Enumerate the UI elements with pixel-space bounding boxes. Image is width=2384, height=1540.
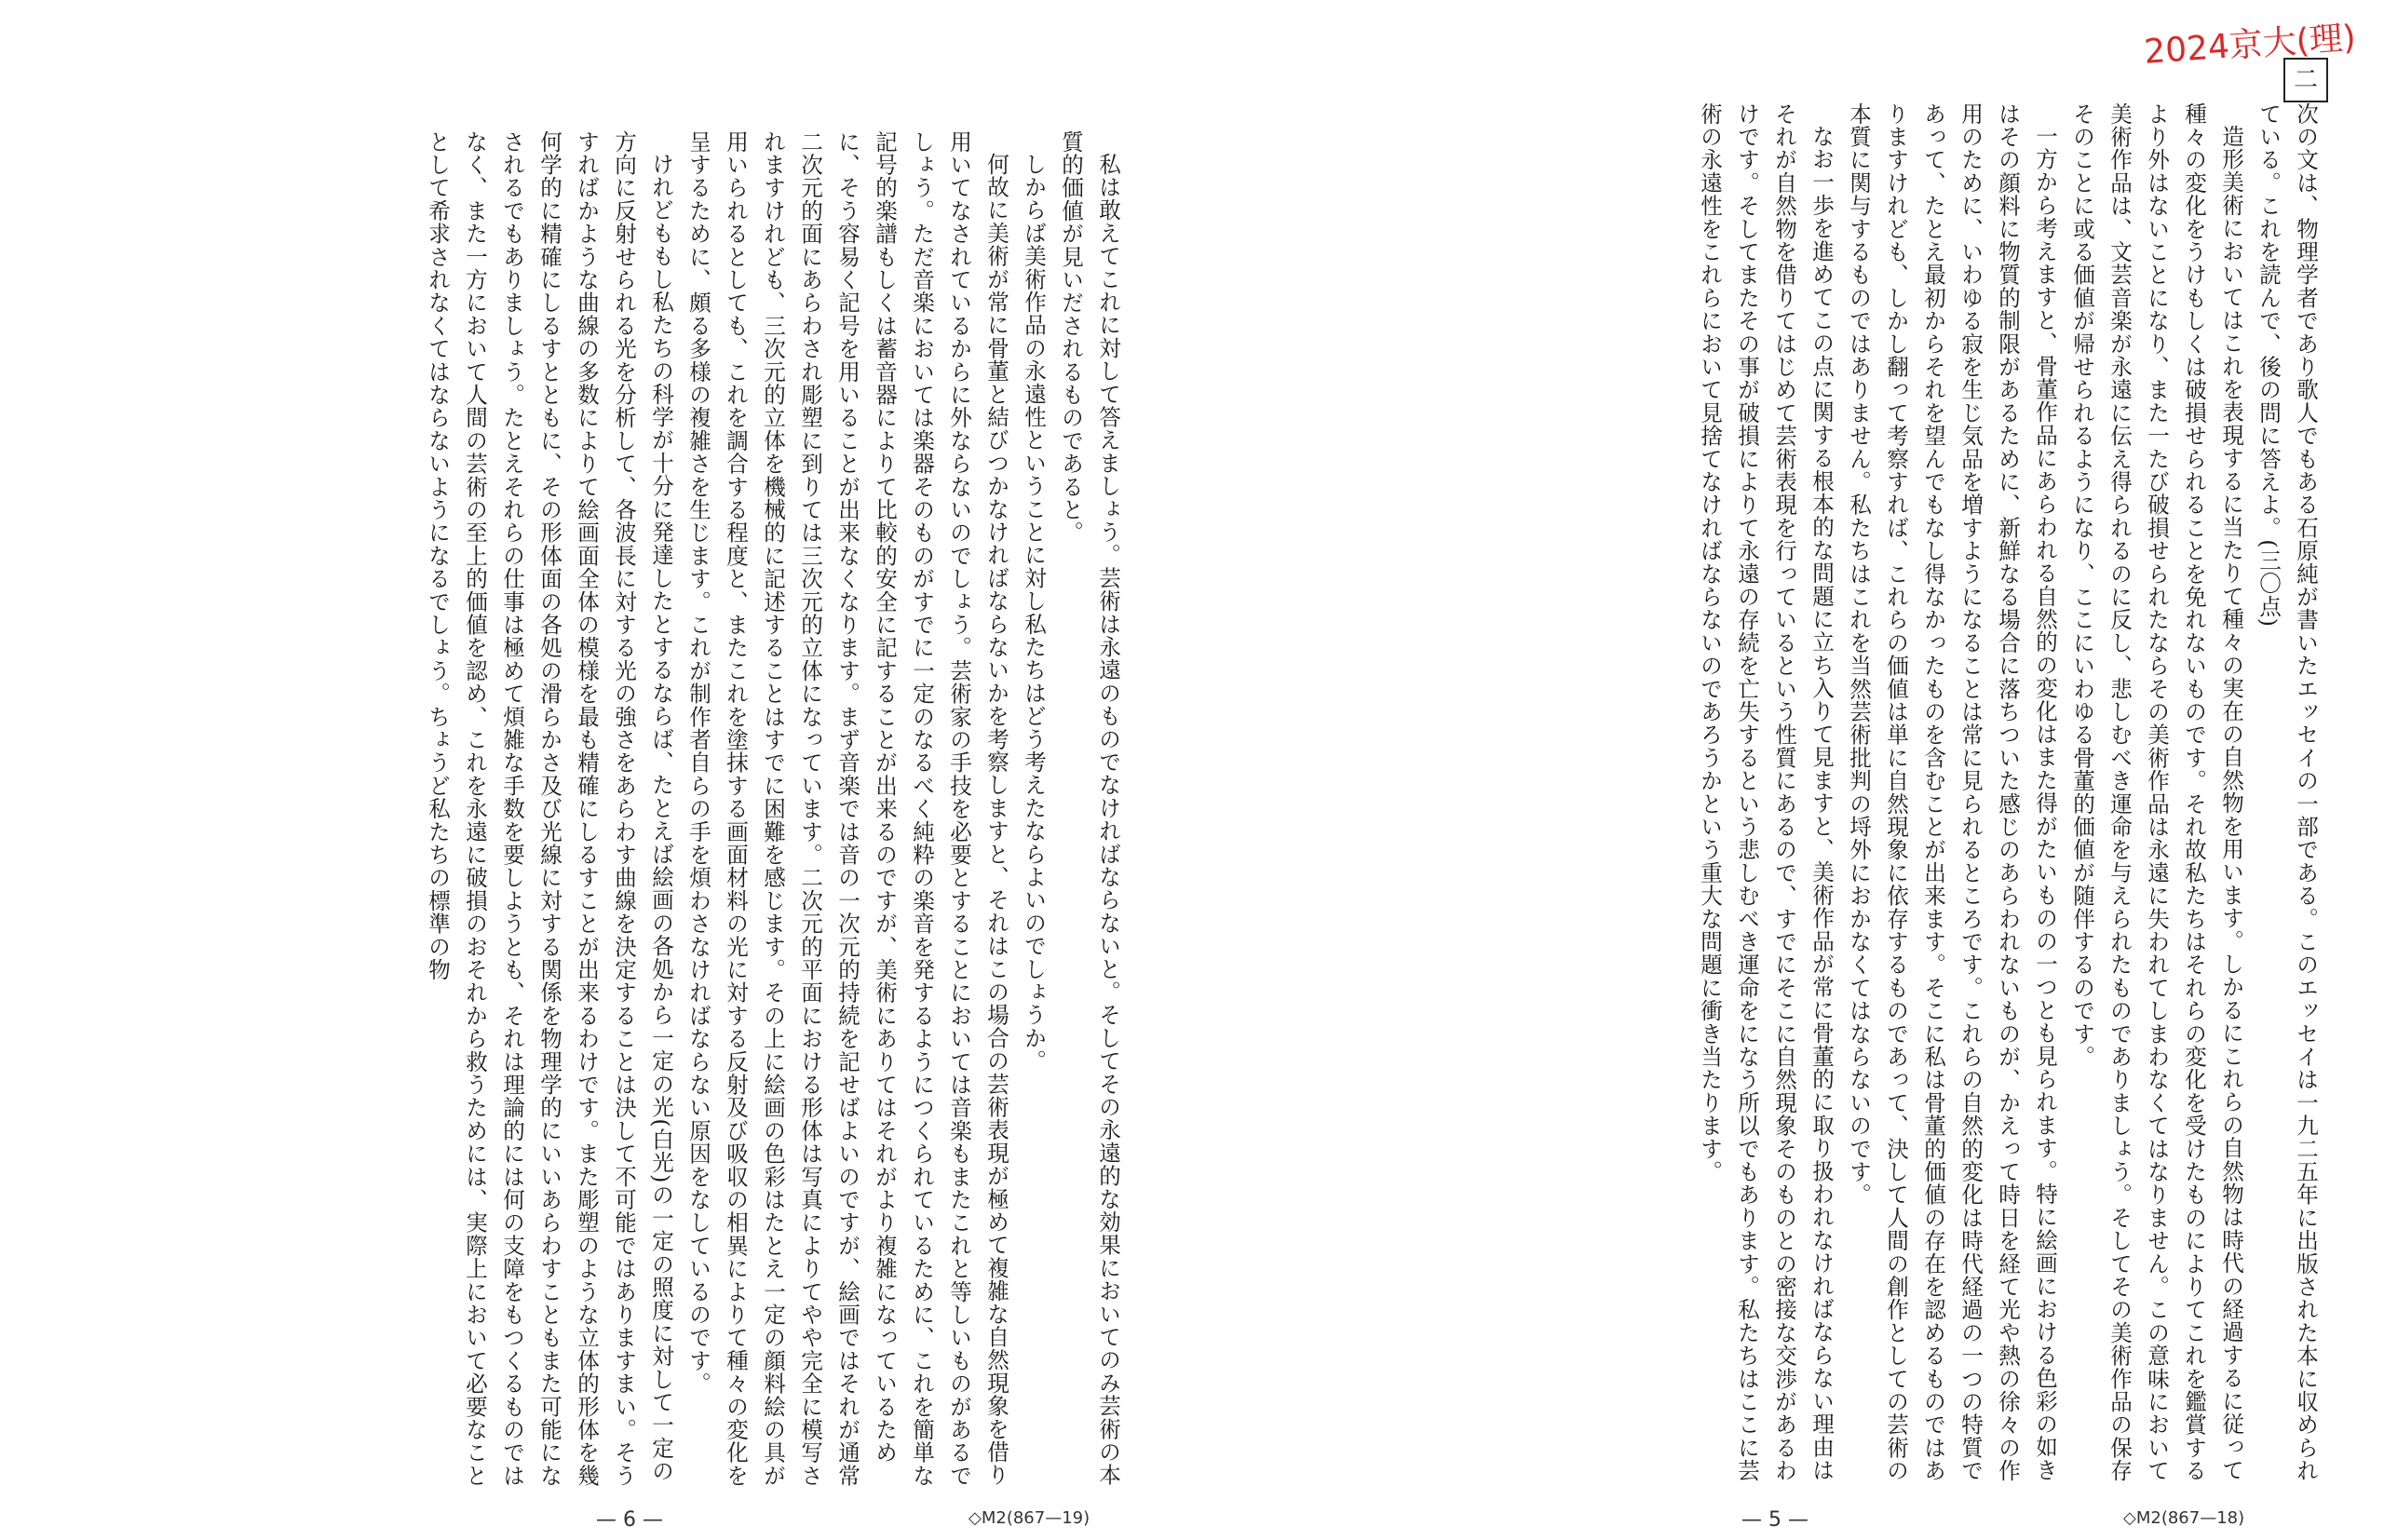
page-number: — 6 — bbox=[596, 1508, 663, 1532]
paragraph: 造形美術においてはこれを表現するに当たりて種々の実在の自然物を用います。しかるにこれらの自然物は時代の経過するに従って種々の変化をうけもしくは破損せられることを免れないものです。それ故私たちはそれらの変化を受けたものによりてこれを鑑賞するより外はないことになり、また一たび破損せられたならその美術作品は永遠に失われてしまわなくてはなりません。この意味において美術作品は、文芸音楽が永遠に伝え得られるのに反し、悲しむべき運命を与えられたものでありましょう。そしてその美術作品の保存そのことに或る価値が帰せられるようになり、ここにいわゆる骨董的価値が随伴するのです。 bbox=[2069, 102, 2244, 1482]
section-label: 二 bbox=[2283, 58, 2328, 102]
page-number: — 5 — bbox=[1741, 1508, 1808, 1532]
paragraph: なお一歩を進めてこの点に関する根本的な問題に立ち入りて見ますと、美術作品が常に骨董的に取り扱われなければならない理由はそれが自然物を借りてはじめて芸術表現を行っているという性質にあるので、すでにそこに自然現象そのものとの密接な交渉があるわけです。そしてまたその事が破損によりて永遠の存続を亡失するという悲しむべき運命をになう所以でもあります。私たちはここに芸術の永遠性をこれらにおいて見捨てなければならないのであろうかという重大な問題に衝き当たります。 bbox=[1697, 102, 1835, 1482]
page-code: ◇M2(867—19) bbox=[968, 1508, 1090, 1528]
handwritten-annotation: 2024京大(理) bbox=[2143, 19, 2358, 72]
paragraph: しからば美術作品の永遠性ということに対し私たちはどう考えたならよいのでしょうか。 bbox=[1021, 152, 1047, 1073]
right-page bbox=[1192, 0, 2384, 1540]
left-page-text bbox=[140, 130, 1127, 1499]
page-code: ◇M2(867—18) bbox=[2123, 1508, 2245, 1528]
intro-text: 次の文は、物理学者であり歌人でもある石原純が書いたエッセイの一部である。このエッセイは一九二五年に出版された本に収められている。これを読んで、後の問に答えよ。(三〇点) bbox=[2255, 102, 2319, 1482]
paragraph: 私は敢えてこれに対して答えましょう。芸術は永遠のものでなければならないと。そしてその永遠的な効果においてのみ芸術の本質的価値が見いだされるものであると。 bbox=[1058, 130, 1121, 1487]
paragraph: 一方から考えますと、骨董作品にあらわれる自然的の変化はまた得がたいものの一つとも見られます。特に絵画における色彩の如きはその顔料に物質的制限があるために、新鮮なる場合に落ちついた感じのあらわれないものが、かえって時日を経て光や熱の徐々の作用のために、いわゆる寂を生じ気品を増すようになることは常に見られるところです。これらの自然的変化は時代経過の一つの特質であって、たとえ最初からそれを望んでもなし得なかったものを含むことが出来ます。そこに私は骨董的価値の存在を認めるものではありますけれども、しかし翻って考察すれば、これらの価値は単に自然現象に依存するものであって、決して人間の創作としての芸術の本質に関与するものではありません。私たちはこれを当然芸術批判の埒外におかなくてはならないのです。 bbox=[1846, 102, 2058, 1482]
paragraph: 何故に美術が常に骨董と結びつかなければならないかを考察しますと、それはこの場合の芸術表現が極めて複雑な自然現象を借り用いてなされているからに外ならないのでしょう。芸術家の手技を必要とすることにおいては音楽もまたこれと等しいものがあるでしょう。ただ音楽においては楽器そのものがすでに一定のなるべく純粋の楽音を発するようにつくられているために、これを簡単な記号的楽譜もしくは蓄音器によりて比較的安全に記することが出来るのですが、美術にありてはそれがより複雑になっているために、そう容易く記号を用いることが出来なくなります。まず音楽では音の一次元的持続を記せばよいのですが、絵画ではそれが通常二次元的面にあらわされ彫塑に到りては三次元的立体になっています。二次元的平面における形体は写真によりてやや完全に模写されますけれども、三次元的立体を機械的に記述することはすでに困難を感じます。その上に絵画の色彩はたとえ一定の顔料絵の具が用いられるとしても、これを調合する程度と、またこれを塗抹する画面材料の光に対する反射及び吸収の相異によりて種々の変化を呈するために、頗る多様の複雑さを生じます。これが制作者自らの手を煩わさなければならない原因をなしているのです。 bbox=[685, 130, 1009, 1488]
right-page-text bbox=[1300, 102, 2324, 1499]
paragraph: けれどももし私たちの科学が十分に発達したとするならば、たとえば絵画の各処から一定の光(白光)の一定の照度に対して一定の方向に反射せられる光を分析して、各波長に対する光の強さをあらわす曲線を決定することは決して不可能ではありますまい。そうすればかような曲線の多数によりて絵画面全体の模様を最も精確にしるすことが出来るわけです。また彫塑のような立体的形体を幾何学的に精確にしるすとともに、その形体面の各処の滑らかさ及び光線に対する関係を物理学的にいいあらわすこともまた可能になされるでもありましょう。たとえそれらの仕事は極めて煩雑な手数を要しようとも、それは理論的には何の支障をもつくるものではなく、また一方において人間の芸術の至上的価値を認め、これを永遠に破損のおそれから救うためには、実際上において必要なこととして希求されなくてはならないようになるでしょう。ちょうど私たちの標準の物 bbox=[425, 130, 674, 1488]
